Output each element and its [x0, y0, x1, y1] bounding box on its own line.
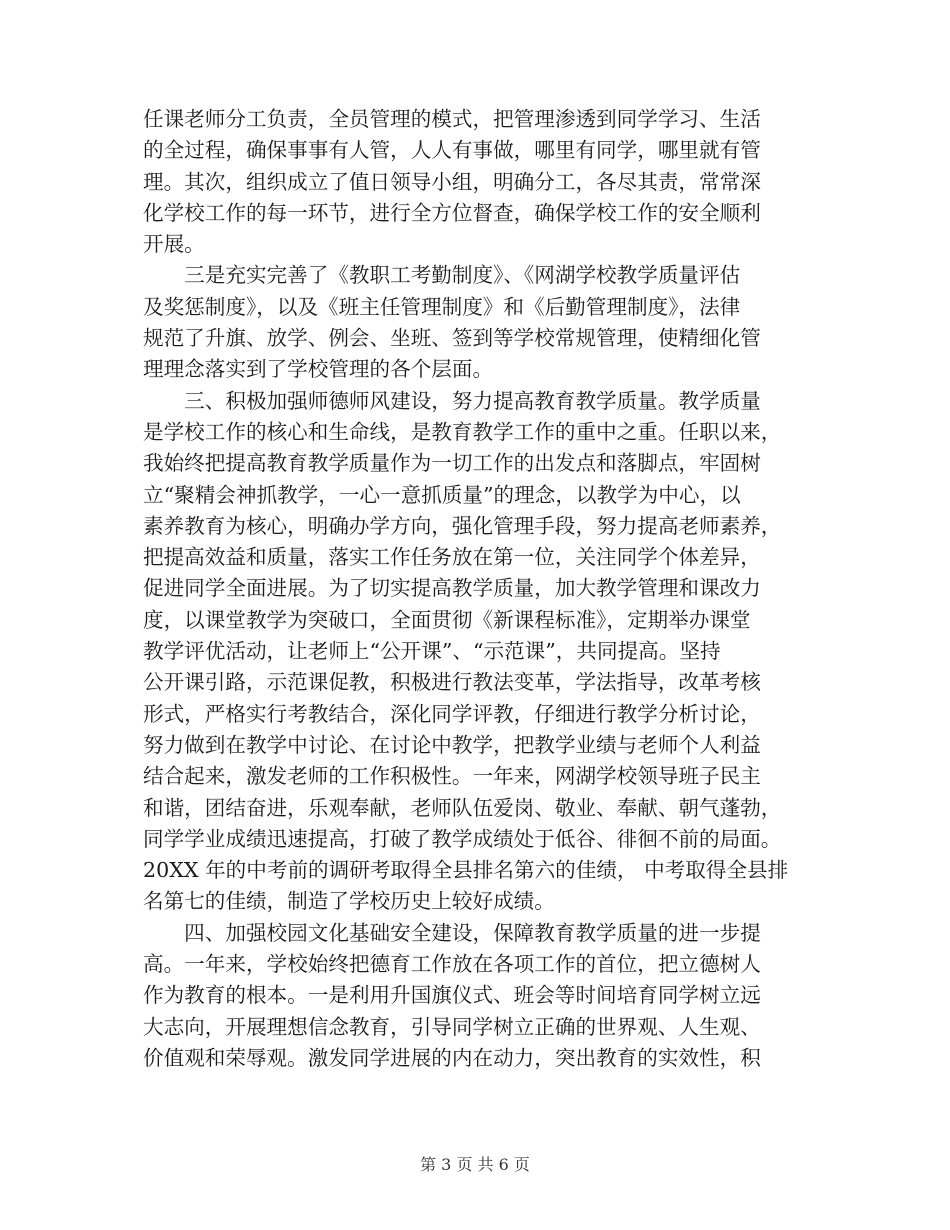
text-line: 名第七的佳绩，制造了学校历史上较好成绩。 [143, 889, 555, 914]
text-line: 形式，严格实行考教结合，深化同学评教，仔细进行教学分析讨论， [143, 701, 761, 726]
text-line: 理理念落实到了学校管理的各个层面。 [143, 357, 494, 382]
text-line: 促进同学全面进展。为了切实提高教学质量，加大教学管理和课改力 [143, 576, 761, 601]
text-line: 教学评优活动，让老师上“公开课”、“示范课”，共同提高。坚持 [143, 639, 721, 664]
text-line: 是学校工作的核心和生命线，是教育教学工作的重中之重。任职以来， [143, 419, 782, 444]
text-line: 20XX 年的中考前的调研考取得全县排名第六的佳绩， 中考取得全县排 [143, 858, 789, 883]
text-line: 的全过程，确保事事有人管，人人有事做，哪里有同学，哪里就有管 [143, 138, 761, 163]
text-line: 同学学业成绩迅速提高，打破了教学成绩处于低谷、徘徊不前的局面。 [143, 826, 782, 851]
text-line: 理。其次，组织成立了值日领导小组，明确分工，各尽其责，常常深 [143, 169, 761, 194]
text-line: 及奖惩制度》，以及《班主任管理制度》和《后勤管理制度》，法律 [143, 294, 741, 319]
text-line: 三是充实完善了《教职工考勤制度》、《网湖学校教学质量评估 [143, 263, 741, 288]
text-line: 把提高效益和质量，落实工作任务放在第一位，关注同学个体差异， [143, 545, 761, 570]
text-line: 努力做到在教学中讨论、在讨论中教学，把教学业绩与老师个人利益 [143, 732, 761, 757]
text-line: 素养教育为核心，明确办学方向，强化管理手段，努力提高老师素养， [143, 513, 782, 538]
page-number-footer: 第 3 页 共 6 页 [420, 1155, 530, 1174]
text-line: 结合起来，激发老师的工作积极性。一年来，网湖学校领导班子民主 [143, 764, 761, 789]
text-line: 化学校工作的每一环节，进行全方位督查，确保学校工作的安全顺利 [143, 200, 761, 225]
text-line: 和谐，团结奋进，乐观奉献，老师队伍爱岗、敬业、奉献、朝气蓬勃， [143, 795, 782, 820]
text-line: 规范了升旗、放学、例会、坐班、签到等学校常规管理，使精细化管 [143, 326, 761, 351]
text-line: 大志向，开展理想信念教育，引导同学树立正确的世界观、人生观、 [143, 1014, 761, 1039]
text-line: 我始终把提高教育教学质量作为一切工作的出发点和落脚点，牢固树 [143, 451, 761, 476]
text-line: 高。一年来，学校始终把德育工作放在各项工作的首位，把立德树人 [143, 952, 761, 977]
text-line: 价值观和荣辱观。激发同学进展的内在动力，突出教育的实效性，积 [143, 1045, 761, 1070]
text-line: 四、加强校园文化基础安全建设，保障教育教学质量的进一步提 [143, 920, 761, 945]
text-line: 立“聚精会神抓教学，一心一意抓质量”的理念，以教学为中心，以 [143, 482, 741, 507]
text-line: 度，以课堂教学为突破口，全面贯彻《新课程标准》，定期举办课堂 [143, 607, 751, 632]
text-line: 任课老师分工负责，全员管理的模式，把管理渗透到同学学习、生活 [143, 107, 761, 131]
text-line: 三、积极加强师德师风建设，努力提高教育教学质量。教学质量 [143, 388, 761, 413]
text-line: 公开课引路，示范课促教，积极进行教法变革，学法指导，改革考核 [143, 670, 761, 695]
body-text [143, 104, 808, 1074]
text-line: 作为教育的根本。一是利用升国旗仪式、班会等时间培育同学树立远 [143, 983, 761, 1008]
text-line: 开展。 [143, 232, 205, 257]
